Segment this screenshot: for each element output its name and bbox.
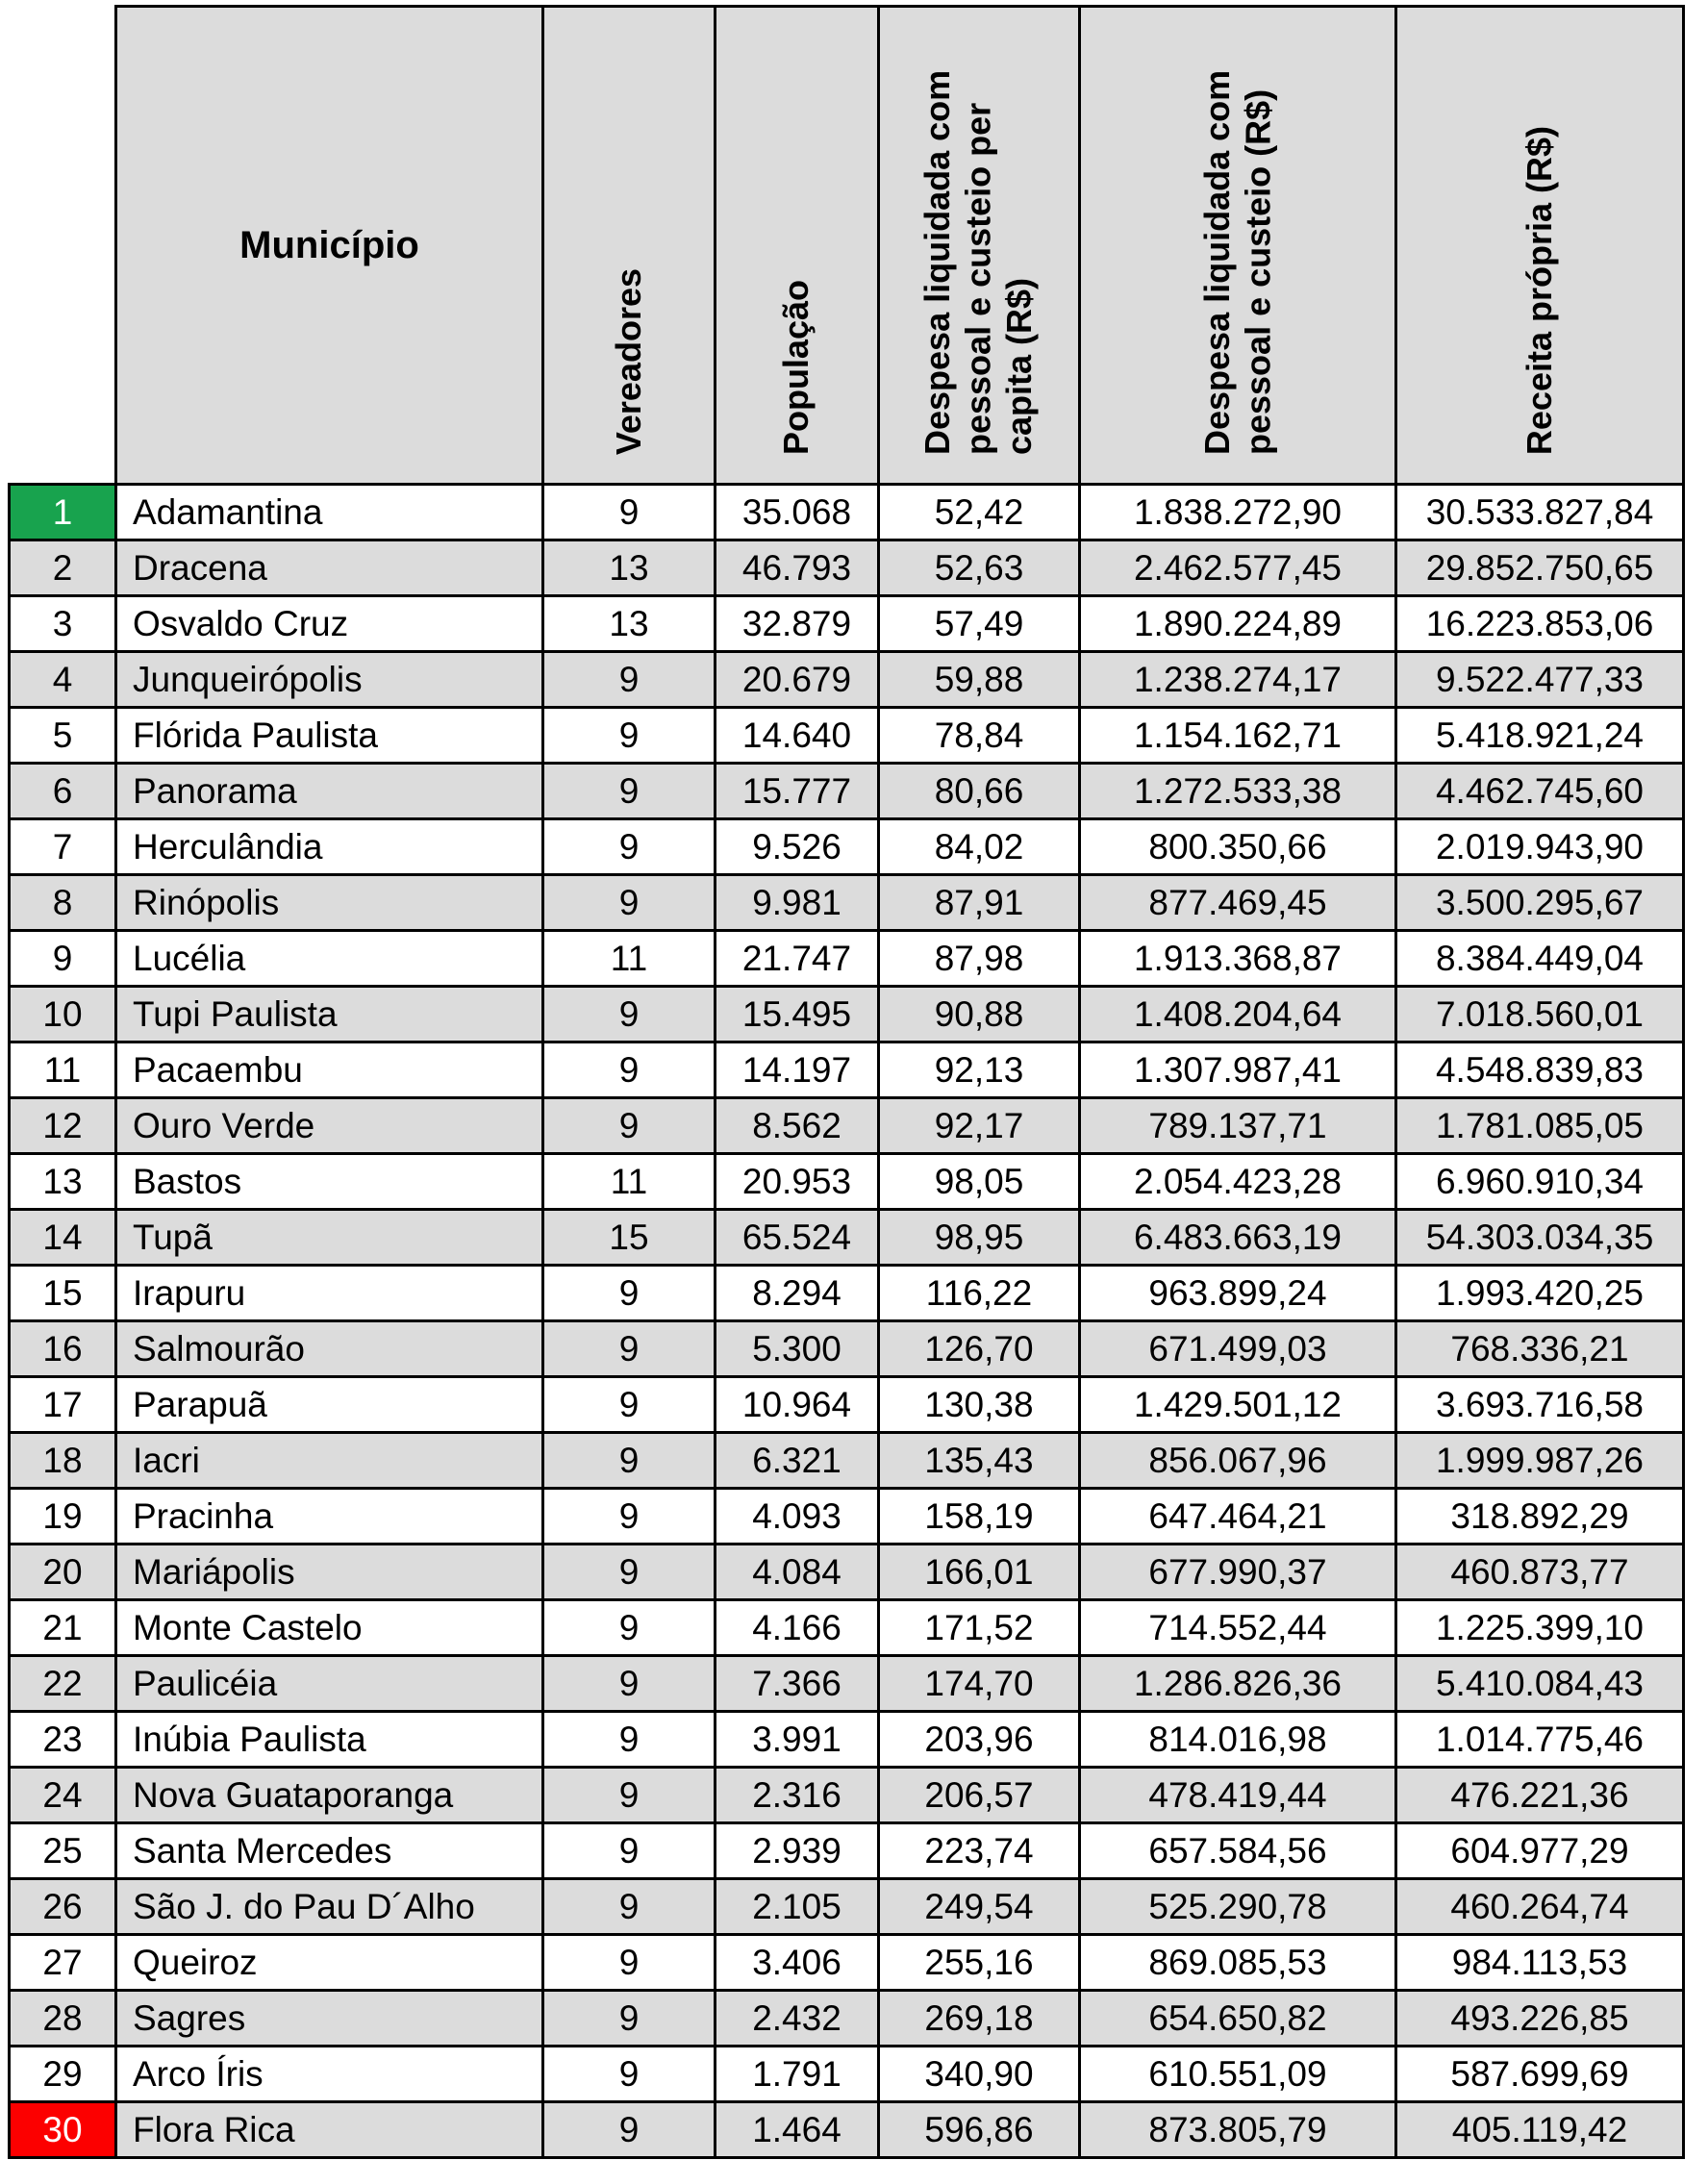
despesa-per-capita-cell: 249,54: [879, 1879, 1080, 1935]
vereadores-cell: 13: [543, 596, 716, 652]
column-header-vereadores: [543, 7, 716, 485]
municipio-cell: Bastos: [116, 1154, 543, 1210]
rank-cell: 23: [10, 1712, 116, 1768]
rank-cell: 14: [10, 1210, 116, 1266]
vereadores-cell: 9: [543, 875, 716, 931]
despesa-total-cell: 869.085,53: [1080, 1935, 1396, 1991]
receita-propria-cell: 1.225.399,10: [1396, 1600, 1684, 1656]
table-body: [10, 485, 1684, 2158]
receita-propria-cell: 9.522.477,33: [1396, 652, 1684, 708]
despesa-total-cell: 671.499,03: [1080, 1321, 1396, 1377]
municipio-cell: Pacaembu: [116, 1042, 543, 1098]
receita-propria-cell: 1.014.775,46: [1396, 1712, 1684, 1768]
despesa-total-cell: 1.272.533,38: [1080, 764, 1396, 819]
table-row: [10, 987, 1684, 1042]
despesa-total-cell: 873.805,79: [1080, 2102, 1396, 2158]
despesa-per-capita-cell: 52,63: [879, 540, 1080, 596]
despesa-per-capita-cell: 116,22: [879, 1266, 1080, 1321]
vereadores-cell: 9: [543, 987, 716, 1042]
municipio-cell: Dracena: [116, 540, 543, 596]
rank-cell: 19: [10, 1489, 116, 1545]
rank-cell: 3: [10, 596, 116, 652]
populacao-cell: 4.166: [716, 1600, 879, 1656]
municipio-cell: Junqueirópolis: [116, 652, 543, 708]
receita-propria-cell: 1.999.987,26: [1396, 1433, 1684, 1489]
rank-cell: 24: [10, 1768, 116, 1823]
populacao-cell: 65.524: [716, 1210, 879, 1266]
vereadores-cell: 9: [543, 1600, 716, 1656]
rank-cell: 25: [10, 1823, 116, 1879]
populacao-cell: 1.791: [716, 2047, 879, 2102]
table-row: [10, 1489, 1684, 1545]
receita-propria-cell: 5.410.084,43: [1396, 1656, 1684, 1712]
populacao-cell: 7.366: [716, 1656, 879, 1712]
populacao-cell: 14.640: [716, 708, 879, 764]
populacao-cell: 2.432: [716, 1991, 879, 2047]
rank-cell: 26: [10, 1879, 116, 1935]
despesa-total-cell: 1.307.987,41: [1080, 1042, 1396, 1098]
rank-cell: 16: [10, 1321, 116, 1377]
receita-propria-cell: 4.462.745,60: [1396, 764, 1684, 819]
municipio-cell: Flórida Paulista: [116, 708, 543, 764]
receita-propria-cell: 3.693.716,58: [1396, 1377, 1684, 1433]
despesa-total-cell: 1.286.826,36: [1080, 1656, 1396, 1712]
table-row: [10, 708, 1684, 764]
table-row: [10, 1768, 1684, 1823]
despesa-total-cell: 525.290,78: [1080, 1879, 1396, 1935]
table-row: [10, 652, 1684, 708]
receita-propria-cell: 3.500.295,67: [1396, 875, 1684, 931]
despesa-per-capita-cell: 87,98: [879, 931, 1080, 987]
despesa-total-cell: 647.464,21: [1080, 1489, 1396, 1545]
despesa-total-cell: 1.913.368,87: [1080, 931, 1396, 987]
column-header-populacao: [716, 7, 879, 485]
rank-cell: 5: [10, 708, 116, 764]
despesa-total-cell: 657.584,56: [1080, 1823, 1396, 1879]
receita-propria-cell: 7.018.560,01: [1396, 987, 1684, 1042]
despesa-per-capita-cell: 80,66: [879, 764, 1080, 819]
despesa-per-capita-cell: 90,88: [879, 987, 1080, 1042]
municipio-cell: Paulicéia: [116, 1656, 543, 1712]
populacao-cell: 21.747: [716, 931, 879, 987]
municipio-cell: Flora Rica: [116, 2102, 543, 2158]
table-row: [10, 1042, 1684, 1098]
municipio-cell: Queiroz: [116, 1935, 543, 1991]
populacao-cell: 5.300: [716, 1321, 879, 1377]
populacao-cell: 46.793: [716, 540, 879, 596]
vereadores-cell: 9: [543, 1489, 716, 1545]
rank-cell: 17: [10, 1377, 116, 1433]
populacao-cell: 14.197: [716, 1042, 879, 1098]
municipio-cell: Pracinha: [116, 1489, 543, 1545]
despesa-total-cell: 1.838.272,90: [1080, 485, 1396, 540]
vereadores-cell: 9: [543, 1768, 716, 1823]
table-row: [10, 1433, 1684, 1489]
rank-cell: 18: [10, 1433, 116, 1489]
municipio-cell: Arco Íris: [116, 2047, 543, 2102]
vertical-header-text: Despesa liquidada com pessoal e custeio (R$): [1196, 69, 1277, 455]
municipio-cell: Lucélia: [116, 931, 543, 987]
rank-cell: 22: [10, 1656, 116, 1712]
receita-propria-cell: 8.384.449,04: [1396, 931, 1684, 987]
municipio-cell: Tupã: [116, 1210, 543, 1266]
receita-propria-cell: 493.226,85: [1396, 1991, 1684, 2047]
vereadores-cell: 9: [543, 2047, 716, 2102]
populacao-cell: 2.939: [716, 1823, 879, 1879]
despesa-total-cell: 814.016,98: [1080, 1712, 1396, 1768]
vereadores-cell: 11: [543, 931, 716, 987]
table-row: [10, 1154, 1684, 1210]
municipio-cell: Salmourão: [116, 1321, 543, 1377]
receita-propria-cell: 587.699,69: [1396, 2047, 1684, 2102]
receita-propria-cell: 318.892,29: [1396, 1489, 1684, 1545]
despesa-total-cell: 963.899,24: [1080, 1266, 1396, 1321]
rank-cell: 29: [10, 2047, 116, 2102]
receita-propria-cell: 6.960.910,34: [1396, 1154, 1684, 1210]
rank-cell: 12: [10, 1098, 116, 1154]
despesa-per-capita-cell: 135,43: [879, 1433, 1080, 1489]
receita-propria-cell: 2.019.943,90: [1396, 819, 1684, 875]
rank-cell: 4: [10, 652, 116, 708]
vereadores-cell: 9: [543, 652, 716, 708]
vereadores-cell: 9: [543, 819, 716, 875]
vereadores-cell: 9: [543, 764, 716, 819]
rank-cell: 20: [10, 1545, 116, 1600]
populacao-cell: 10.964: [716, 1377, 879, 1433]
populacao-cell: 4.084: [716, 1545, 879, 1600]
despesa-total-cell: 714.552,44: [1080, 1600, 1396, 1656]
vertical-header-text: Despesa liquidada com pessoal e custeio per capita (R$): [917, 69, 1040, 455]
rank-cell: 10: [10, 987, 116, 1042]
vereadores-cell: 11: [543, 1154, 716, 1210]
receita-propria-cell: 1.993.420,25: [1396, 1266, 1684, 1321]
table-row: [10, 540, 1684, 596]
despesa-total-cell: 610.551,09: [1080, 2047, 1396, 2102]
receita-propria-cell: 984.113,53: [1396, 1935, 1684, 1991]
populacao-cell: 8.562: [716, 1098, 879, 1154]
municipio-cell: São J. do Pau D´Alho: [116, 1879, 543, 1935]
receita-propria-cell: 1.781.085,05: [1396, 1098, 1684, 1154]
despesa-per-capita-cell: 78,84: [879, 708, 1080, 764]
municipio-cell: Osvaldo Cruz: [116, 596, 543, 652]
despesa-per-capita-cell: 84,02: [879, 819, 1080, 875]
vertical-header-text: Vereadores: [608, 267, 648, 455]
receita-propria-cell: 460.264,74: [1396, 1879, 1684, 1935]
vereadores-cell: 9: [543, 1433, 716, 1489]
receita-propria-cell: 5.418.921,24: [1396, 708, 1684, 764]
table-row: [10, 1656, 1684, 1712]
table-row: [10, 1879, 1684, 1935]
vereadores-cell: 9: [543, 2102, 716, 2158]
table-row: [10, 1321, 1684, 1377]
rank-cell: 30: [10, 2102, 116, 2158]
populacao-cell: 3.991: [716, 1712, 879, 1768]
vereadores-cell: 9: [543, 1656, 716, 1712]
vereadores-cell: 9: [543, 1377, 716, 1433]
rank-cell: 27: [10, 1935, 116, 1991]
table-row: [10, 1935, 1684, 1991]
municipio-cell: Sagres: [116, 1991, 543, 2047]
despesa-total-cell: 789.137,71: [1080, 1098, 1396, 1154]
populacao-cell: 15.495: [716, 987, 879, 1042]
populacao-cell: 1.464: [716, 2102, 879, 2158]
despesa-total-cell: 1.429.501,12: [1080, 1377, 1396, 1433]
municipio-cell: Mariápolis: [116, 1545, 543, 1600]
table-row: [10, 1266, 1684, 1321]
table-row: [10, 764, 1684, 819]
vereadores-cell: 9: [543, 1321, 716, 1377]
receita-propria-cell: 30.533.827,84: [1396, 485, 1684, 540]
rank-cell: 8: [10, 875, 116, 931]
despesa-total-cell: 654.650,82: [1080, 1991, 1396, 2047]
table-row: [10, 2047, 1684, 2102]
despesa-per-capita-cell: 57,49: [879, 596, 1080, 652]
vereadores-cell: 9: [543, 1042, 716, 1098]
despesa-per-capita-cell: 255,16: [879, 1935, 1080, 1991]
populacao-cell: 6.321: [716, 1433, 879, 1489]
populacao-cell: 20.679: [716, 652, 879, 708]
vereadores-cell: 9: [543, 1879, 716, 1935]
table-row: [10, 1712, 1684, 1768]
ranking-table: [8, 5, 1685, 2159]
municipio-cell: Nova Guataporanga: [116, 1768, 543, 1823]
table-row: [10, 1823, 1684, 1879]
table-row: [10, 1545, 1684, 1600]
vereadores-cell: 15: [543, 1210, 716, 1266]
municipio-cell: Inúbia Paulista: [116, 1712, 543, 1768]
table-row: [10, 1098, 1684, 1154]
populacao-cell: 9.526: [716, 819, 879, 875]
municipio-cell: Panorama: [116, 764, 543, 819]
despesa-total-cell: 1.238.274,17: [1080, 652, 1396, 708]
receita-propria-cell: 4.548.839,83: [1396, 1042, 1684, 1098]
vereadores-cell: 9: [543, 1266, 716, 1321]
table-row: [10, 485, 1684, 540]
despesa-per-capita-cell: 130,38: [879, 1377, 1080, 1433]
despesa-per-capita-cell: 166,01: [879, 1545, 1080, 1600]
rank-cell: 1: [10, 485, 116, 540]
despesa-per-capita-cell: 92,13: [879, 1042, 1080, 1098]
rank-cell: 9: [10, 931, 116, 987]
table-row: [10, 2102, 1684, 2158]
despesa-total-cell: 6.483.663,19: [1080, 1210, 1396, 1266]
table-row: [10, 931, 1684, 987]
table-row: [10, 1600, 1684, 1656]
municipio-cell: Iacri: [116, 1433, 543, 1489]
despesa-per-capita-cell: 59,88: [879, 652, 1080, 708]
column-header-municipio: Município: [116, 7, 543, 485]
despesa-per-capita-cell: 203,96: [879, 1712, 1080, 1768]
table-row: [10, 1991, 1684, 2047]
rank-cell: 28: [10, 1991, 116, 2047]
despesa-per-capita-cell: 223,74: [879, 1823, 1080, 1879]
table-row: [10, 875, 1684, 931]
populacao-cell: 35.068: [716, 485, 879, 540]
receita-propria-cell: 476.221,36: [1396, 1768, 1684, 1823]
table-header: [10, 7, 1684, 485]
despesa-total-cell: 2.462.577,45: [1080, 540, 1396, 596]
column-header-receita-propria: [1396, 7, 1684, 485]
despesa-total-cell: 2.054.423,28: [1080, 1154, 1396, 1210]
column-header-despesa-total: [1080, 7, 1396, 485]
municipio-cell: Tupi Paulista: [116, 987, 543, 1042]
populacao-cell: 32.879: [716, 596, 879, 652]
despesa-per-capita-cell: 174,70: [879, 1656, 1080, 1712]
header-row: [10, 7, 1684, 485]
rank-cell: 7: [10, 819, 116, 875]
municipio-cell: Ouro Verde: [116, 1098, 543, 1154]
despesa-per-capita-cell: 98,95: [879, 1210, 1080, 1266]
despesa-per-capita-cell: 126,70: [879, 1321, 1080, 1377]
despesa-total-cell: 877.469,45: [1080, 875, 1396, 931]
despesa-total-cell: 800.350,66: [1080, 819, 1396, 875]
receita-propria-cell: 405.119,42: [1396, 2102, 1684, 2158]
despesa-per-capita-cell: 596,86: [879, 2102, 1080, 2158]
table-row: [10, 819, 1684, 875]
vereadores-cell: 9: [543, 1991, 716, 2047]
despesa-total-cell: 856.067,96: [1080, 1433, 1396, 1489]
vereadores-cell: 9: [543, 1823, 716, 1879]
vertical-header-text: Receita própria (R$): [1519, 125, 1559, 455]
despesa-per-capita-cell: 92,17: [879, 1098, 1080, 1154]
despesa-total-cell: 677.990,37: [1080, 1545, 1396, 1600]
populacao-cell: 4.093: [716, 1489, 879, 1545]
despesa-per-capita-cell: 52,42: [879, 485, 1080, 540]
vertical-header-text: População: [776, 279, 816, 455]
table-row: [10, 596, 1684, 652]
populacao-cell: 9.981: [716, 875, 879, 931]
despesa-total-cell: 478.419,44: [1080, 1768, 1396, 1823]
vereadores-cell: 9: [543, 1098, 716, 1154]
table-row: [10, 1210, 1684, 1266]
receita-propria-cell: 54.303.034,35: [1396, 1210, 1684, 1266]
rank-cell: 2: [10, 540, 116, 596]
municipio-cell: Herculândia: [116, 819, 543, 875]
populacao-cell: 2.105: [716, 1879, 879, 1935]
populacao-cell: 3.406: [716, 1935, 879, 1991]
municipio-cell: Parapuã: [116, 1377, 543, 1433]
municipio-cell: Irapuru: [116, 1266, 543, 1321]
despesa-per-capita-cell: 98,05: [879, 1154, 1080, 1210]
despesa-per-capita-cell: 158,19: [879, 1489, 1080, 1545]
populacao-cell: 8.294: [716, 1266, 879, 1321]
column-header-despesa-per-capita: [879, 7, 1080, 485]
populacao-cell: 2.316: [716, 1768, 879, 1823]
despesa-per-capita-cell: 340,90: [879, 2047, 1080, 2102]
receita-propria-cell: 29.852.750,65: [1396, 540, 1684, 596]
receita-propria-cell: 604.977,29: [1396, 1823, 1684, 1879]
receita-propria-cell: 16.223.853,06: [1396, 596, 1684, 652]
vereadores-cell: 9: [543, 708, 716, 764]
rank-cell: 6: [10, 764, 116, 819]
receita-propria-cell: 768.336,21: [1396, 1321, 1684, 1377]
municipio-cell: Santa Mercedes: [116, 1823, 543, 1879]
populacao-cell: 20.953: [716, 1154, 879, 1210]
rank-cell: 13: [10, 1154, 116, 1210]
table-row: [10, 1377, 1684, 1433]
populacao-cell: 15.777: [716, 764, 879, 819]
vereadores-cell: 9: [543, 1712, 716, 1768]
receita-propria-cell: 460.873,77: [1396, 1545, 1684, 1600]
despesa-total-cell: 1.408.204,64: [1080, 987, 1396, 1042]
vereadores-cell: 9: [543, 1935, 716, 1991]
despesa-total-cell: 1.154.162,71: [1080, 708, 1396, 764]
municipio-cell: Adamantina: [116, 485, 543, 540]
despesa-total-cell: 1.890.224,89: [1080, 596, 1396, 652]
vereadores-cell: 13: [543, 540, 716, 596]
despesa-per-capita-cell: 87,91: [879, 875, 1080, 931]
despesa-per-capita-cell: 206,57: [879, 1768, 1080, 1823]
despesa-per-capita-cell: 171,52: [879, 1600, 1080, 1656]
rank-cell: 11: [10, 1042, 116, 1098]
rank-column-header-blank: [10, 7, 116, 485]
vereadores-cell: 9: [543, 485, 716, 540]
municipio-cell: Monte Castelo: [116, 1600, 543, 1656]
municipio-cell: Rinópolis: [116, 875, 543, 931]
rank-cell: 15: [10, 1266, 116, 1321]
despesa-per-capita-cell: 269,18: [879, 1991, 1080, 2047]
rank-cell: 21: [10, 1600, 116, 1656]
vereadores-cell: 9: [543, 1545, 716, 1600]
